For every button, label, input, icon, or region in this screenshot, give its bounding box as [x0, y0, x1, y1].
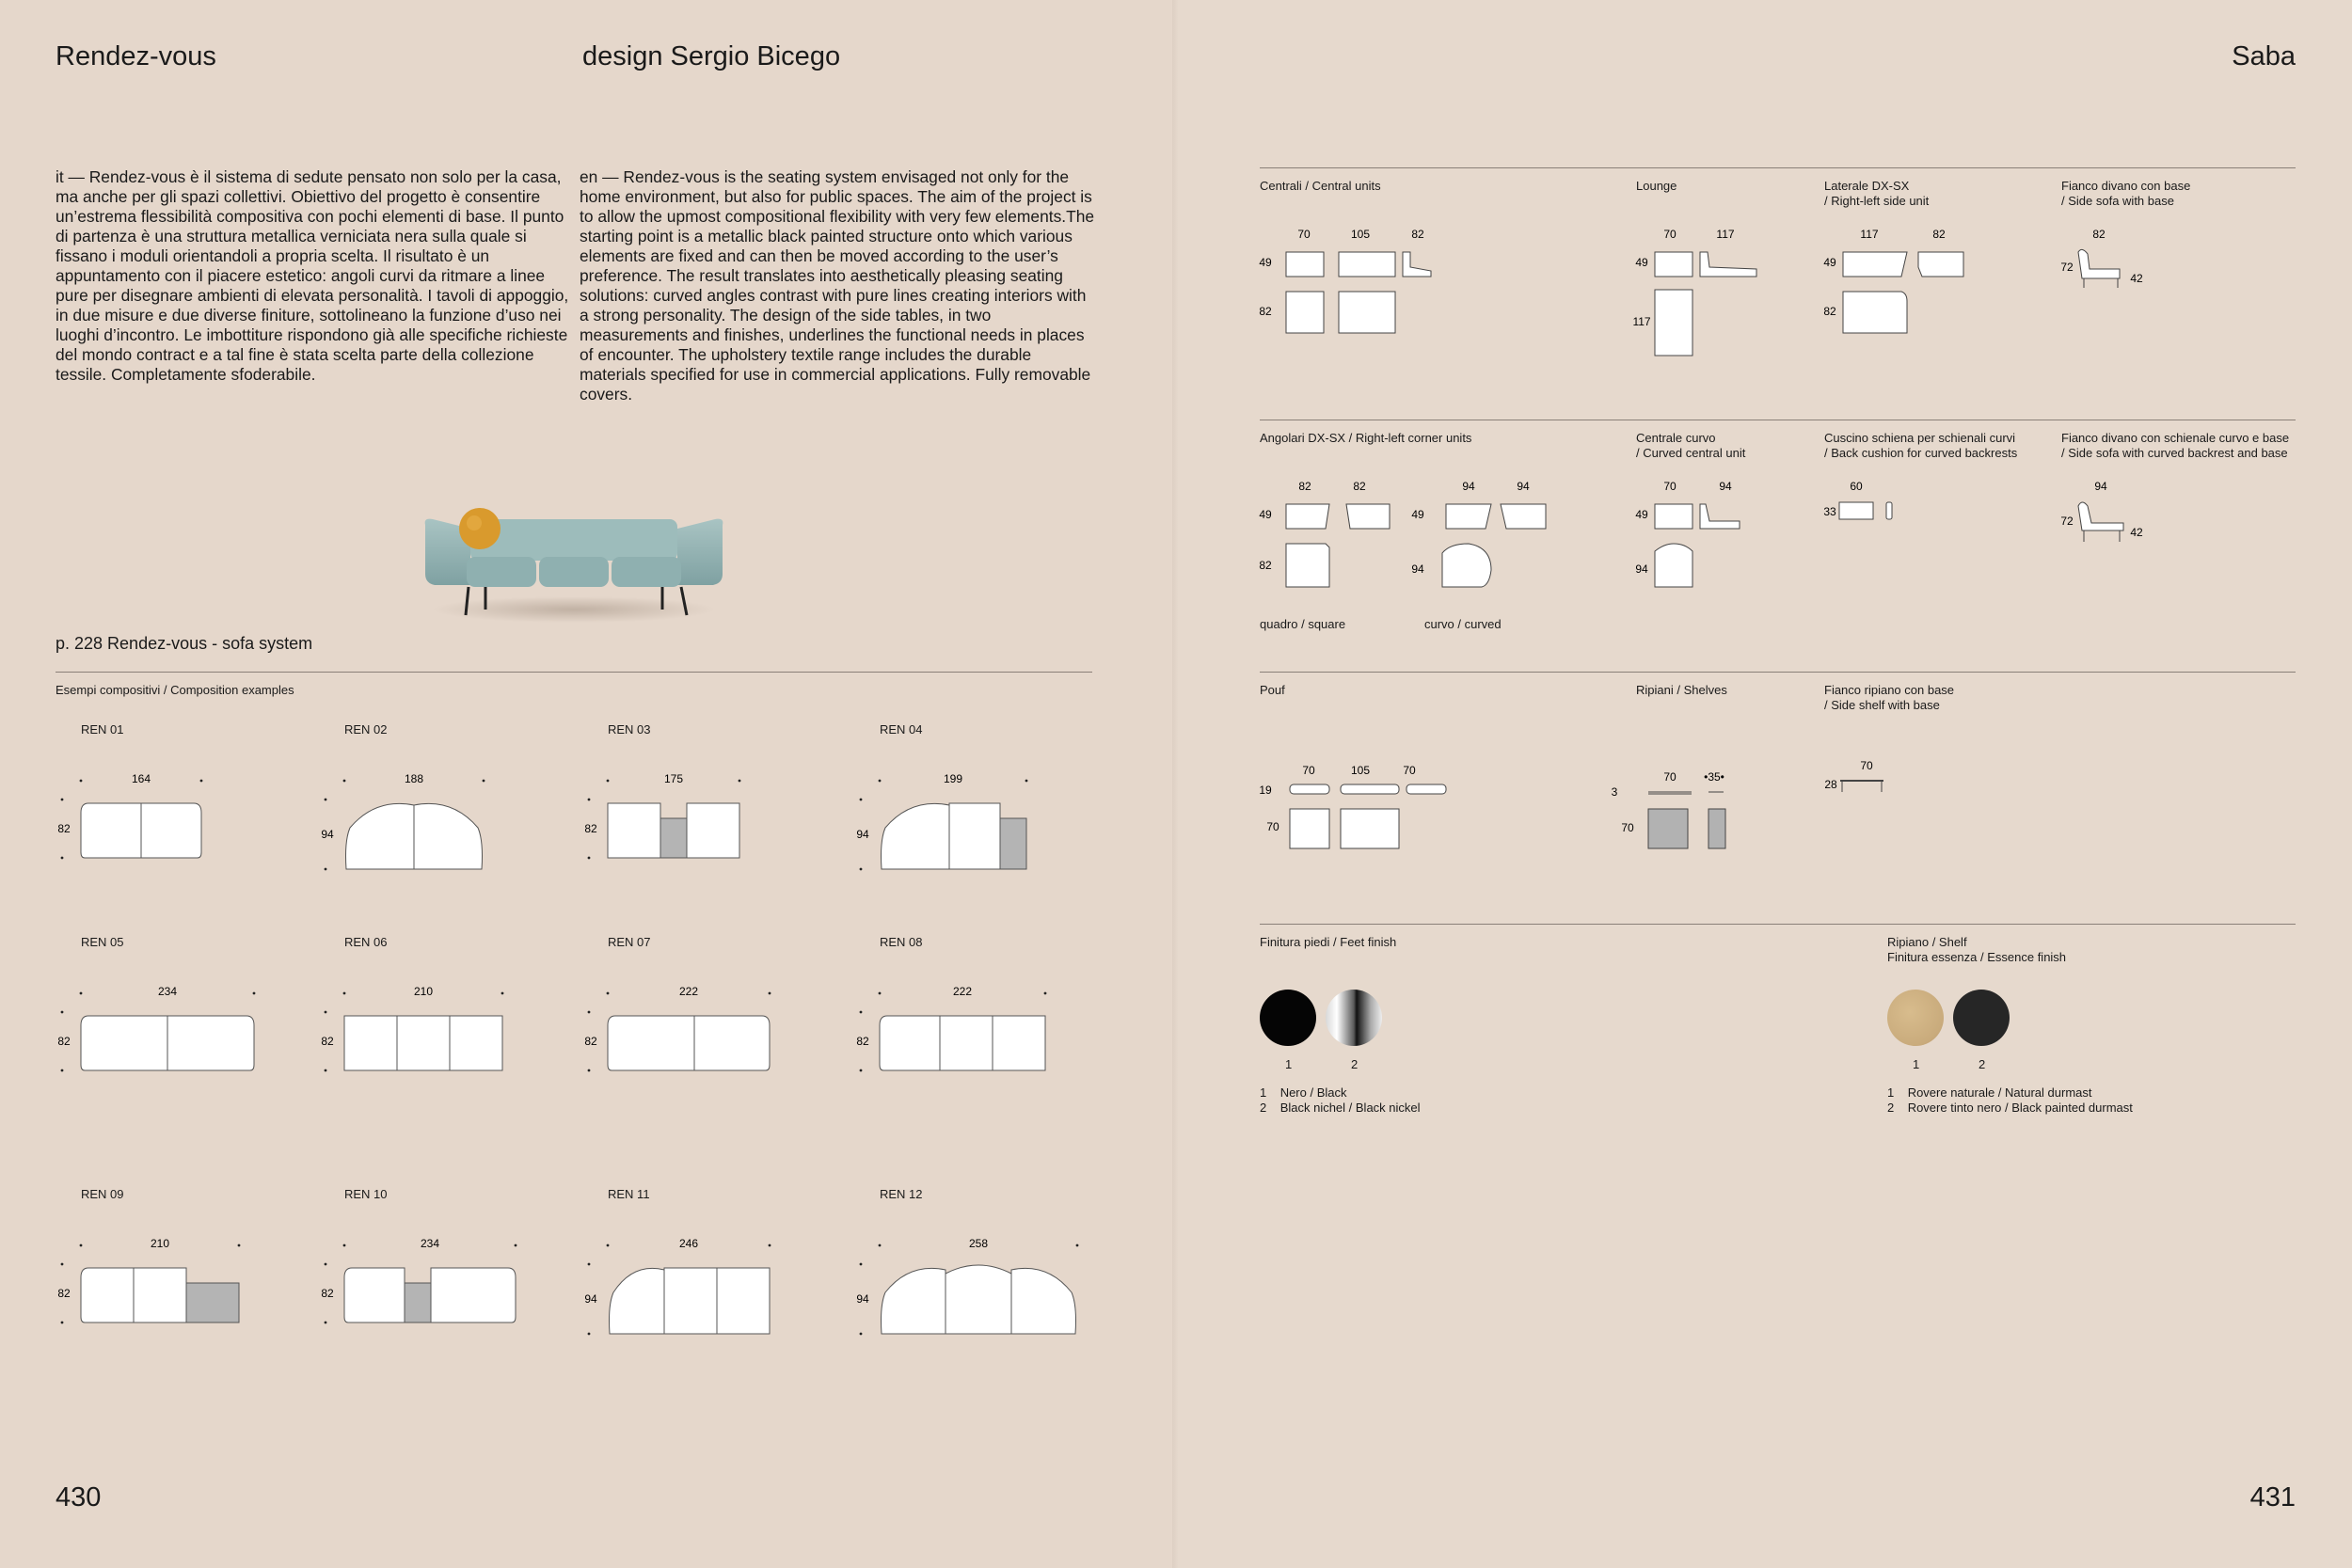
side-shelf-title: Fianco ripiano con base / Side shelf with base	[1824, 683, 1955, 712]
designer-credit: design Sergio Bicego	[582, 41, 841, 71]
divider	[56, 672, 1092, 673]
svg-text:33: 33	[1823, 505, 1836, 518]
svg-text:94: 94	[1635, 562, 1648, 576]
seat-module	[882, 803, 950, 869]
svg-text:105: 105	[1350, 764, 1371, 777]
seat-module	[608, 1016, 694, 1070]
description-italian: it — Rendez-vous è il sistema di sedute pensato non solo per la casa, ma anche per gli spazi collettivi. Obiettivo del progetto è consentire un’estrema flessibilità compositiva con pochi elementi di base. Il punto di partenza è una struttura metallica verniciata nera sulla quale si fissano i moduli orientandoli a propria scelta. Il risultato è un appuntamento con il piacere estetico: angoli curvi da ritmare a linee pure per disegnare ambienti di elevata personalità. I tavoli di appoggio, in due misure e due diverse finiture, sottolineano la funzione d’uso nei luoghi d’incontro. Le imbottiture rispondono già alle specifiche richieste del mondo contract e a tal fine è stata scelta parte della collezione tessile. Completamente sfoderabile.	[56, 167, 569, 384]
example-width: 234	[157, 985, 178, 998]
dimension-dot	[343, 992, 346, 995]
seat-module	[81, 803, 141, 858]
svg-text:60: 60	[1850, 480, 1863, 493]
example-drawing	[581, 982, 800, 1097]
seat-module	[1011, 1268, 1076, 1334]
lounge-title: Lounge	[1636, 179, 1677, 193]
example-width: 199	[943, 772, 963, 785]
example-drawing	[853, 1234, 1107, 1360]
right-page	[1178, 0, 2352, 1568]
pouf-drawing	[1260, 762, 1476, 856]
svg-text:28: 28	[1824, 778, 1837, 791]
example-width: 222	[952, 985, 973, 998]
svg-text:94: 94	[1517, 480, 1530, 493]
example-drawing	[318, 769, 514, 895]
example-width: 222	[678, 985, 699, 998]
example-width: 175	[663, 772, 684, 785]
seat-module	[940, 1016, 993, 1070]
divider	[1260, 672, 2296, 673]
dimension-dot	[739, 780, 741, 783]
example-height: 94	[584, 1292, 597, 1306]
dimension-dot	[860, 1069, 863, 1072]
example-drawing	[853, 982, 1075, 1097]
svg-text:70: 70	[1663, 770, 1677, 784]
back-cushion-title: Cuscino schiena per schienali curvi / Back cushion for curved backrests	[1824, 431, 2018, 460]
svg-text:94: 94	[1462, 480, 1475, 493]
example-height: 82	[57, 1035, 71, 1048]
svg-text:70: 70	[1297, 228, 1311, 241]
svg-text:70: 70	[1663, 228, 1677, 241]
dimension-dot	[501, 992, 504, 995]
example-height: 82	[57, 822, 71, 835]
dimension-dot	[879, 1244, 882, 1247]
curved-central-drawing	[1636, 478, 1777, 600]
seat-module	[344, 1016, 397, 1070]
dimension-dot	[61, 1322, 64, 1324]
side-table-module	[1000, 818, 1026, 869]
example-name: REN 12	[880, 1187, 923, 1201]
swatch-number: 2	[1351, 1057, 1359, 1071]
svg-text:72: 72	[2060, 515, 2074, 528]
example-name: REN 10	[344, 1187, 388, 1201]
seat-module	[346, 803, 415, 869]
dimension-dot	[80, 992, 83, 995]
seat-module	[414, 803, 483, 869]
divider	[1260, 167, 2296, 168]
example-drawing	[581, 769, 770, 884]
example-height: 82	[584, 1035, 597, 1048]
svg-text:117: 117	[1632, 315, 1651, 328]
svg-text:42: 42	[2130, 272, 2143, 285]
shelves-drawing	[1601, 768, 1742, 862]
svg-text:49: 49	[1411, 508, 1424, 521]
dimension-dot	[607, 1244, 610, 1247]
dimension-dot	[61, 799, 64, 801]
dimension-dot	[588, 799, 591, 801]
example-drawing	[55, 769, 231, 884]
side-sofa-curved-drawing	[2061, 478, 2184, 553]
example-height: 82	[321, 1035, 334, 1048]
finish-swatch	[1260, 990, 1316, 1046]
example-height: 82	[584, 822, 597, 835]
swatch-number: 2	[1979, 1057, 1986, 1071]
svg-text:70: 70	[1663, 480, 1677, 493]
dimension-dot	[325, 799, 327, 801]
example-drawing	[853, 769, 1057, 895]
dimension-dot	[200, 780, 203, 783]
side-unit-drawing	[1824, 226, 1975, 348]
dimension-dot	[515, 1244, 517, 1247]
svg-text:49: 49	[1259, 256, 1272, 269]
example-width: 210	[150, 1237, 170, 1250]
page-number-left: 430	[56, 1482, 102, 1513]
pouf-title: Pouf	[1260, 683, 1285, 697]
dimension-dot	[325, 868, 327, 871]
feet-legend: 1 Nero / Black 2 Black nichel / Black nickel	[1260, 1085, 1421, 1115]
side-sofa-drawing	[2061, 226, 2184, 301]
dimension-dot	[860, 868, 863, 871]
svg-text:94: 94	[1411, 562, 1424, 576]
seat-module	[81, 1016, 167, 1070]
corner-square-caption: quadro / square	[1260, 617, 1346, 631]
svg-text:70: 70	[1860, 759, 1873, 772]
svg-text:49: 49	[1823, 256, 1836, 269]
page-number-right: 431	[2249, 1482, 2296, 1513]
example-width: 210	[413, 985, 434, 998]
svg-text:70: 70	[1266, 820, 1279, 833]
example-height: 82	[57, 1287, 71, 1300]
side-shelf-drawing	[1818, 756, 1912, 803]
dimension-dot	[80, 780, 83, 783]
seat-module	[880, 1016, 940, 1070]
svg-text:3: 3	[1611, 785, 1618, 799]
svg-text:82: 82	[1259, 559, 1272, 572]
svg-text:82: 82	[1411, 228, 1424, 241]
seat-module	[344, 1268, 405, 1323]
svg-text:94: 94	[2094, 480, 2107, 493]
svg-text:19: 19	[1259, 784, 1272, 797]
example-name: REN 06	[344, 935, 388, 949]
example-name: REN 01	[81, 722, 124, 736]
example-name: REN 08	[880, 935, 923, 949]
seat-module	[694, 1016, 770, 1070]
example-name: REN 02	[344, 722, 388, 736]
dimension-dot	[483, 780, 485, 783]
finish-swatch	[1326, 990, 1382, 1046]
svg-text:82: 82	[1932, 228, 1946, 241]
seat-module	[431, 1268, 516, 1323]
dimension-dot	[860, 799, 863, 801]
description-english: en — Rendez-vous is the seating system envisaged not only for the home environment, but also for public spaces. The aim of the project is to allow the upmost compositional flexibility with very few elements.The starting point is a metallic black painted structure onto which various elements are fixed and can then be moved according to the user’s preference. The result translates into aesthetically pleasing seating solutions: curved angles contrast with pure lines creating interiors with a strong personality. The design of the side tables, in two measurements and finishes, underlines the functional needs in places of encounter. The upholstery textile range includes the durable materials specified for use in commercial applications. Fully removable covers.	[580, 167, 1095, 404]
example-drawing	[55, 982, 284, 1097]
dimension-dot	[61, 857, 64, 860]
svg-text:70: 70	[1621, 821, 1634, 834]
feet-finish-title: Finitura piedi / Feet finish	[1260, 935, 1397, 949]
svg-text:117: 117	[1716, 228, 1735, 241]
divider	[1260, 924, 2296, 925]
dimension-dot	[588, 1333, 591, 1336]
dimension-dot	[325, 1322, 327, 1324]
seat-module	[397, 1016, 450, 1070]
curved-central-title: Centrale curvo / Curved central unit	[1636, 431, 1746, 460]
dimension-dot	[61, 1011, 64, 1014]
dimension-dot	[769, 1244, 771, 1247]
example-name: REN 05	[81, 935, 124, 949]
dimension-dot	[607, 992, 610, 995]
dimension-dot	[588, 1263, 591, 1266]
seat-module	[946, 1265, 1011, 1334]
svg-text:82: 82	[1823, 305, 1836, 318]
example-height: 94	[321, 828, 334, 841]
example-name: REN 07	[608, 935, 651, 949]
seat-module	[993, 1016, 1045, 1070]
example-height: 82	[321, 1287, 334, 1300]
dimension-dot	[1044, 992, 1047, 995]
dimension-dot	[879, 780, 882, 783]
finish-swatch	[1887, 990, 1944, 1046]
side-unit-title: Laterale DX-SX / Right-left side unit	[1824, 179, 1930, 208]
seat-module	[134, 1268, 186, 1323]
seat-module	[608, 803, 660, 858]
svg-text:49: 49	[1635, 256, 1648, 269]
dimension-dot	[61, 1069, 64, 1072]
seat-module	[664, 1268, 717, 1334]
side-table-module	[186, 1283, 239, 1323]
dimension-dot	[860, 1011, 863, 1014]
seat-module	[687, 803, 739, 858]
svg-text:82: 82	[1298, 480, 1311, 493]
seat-module	[882, 1268, 946, 1334]
swatch-number: 1	[1913, 1057, 1920, 1071]
corner-units-drawing	[1260, 478, 1570, 600]
dimension-dot	[588, 1069, 591, 1072]
central-units-drawing	[1260, 226, 1476, 348]
example-height: 82	[856, 1035, 869, 1048]
shelves-title: Ripiani / Shelves	[1636, 683, 1727, 697]
side-table-module	[660, 818, 687, 858]
example-name: REN 04	[880, 722, 923, 736]
example-width: 188	[404, 772, 424, 785]
svg-text:72: 72	[2060, 261, 2074, 274]
example-height: 94	[856, 828, 869, 841]
image-caption: p. 228 Rendez-vous - sofa system	[56, 634, 313, 653]
svg-text:82: 82	[1259, 305, 1272, 318]
example-name: REN 11	[608, 1187, 650, 1201]
dimension-dot	[1076, 1244, 1079, 1247]
dimension-dot	[588, 1011, 591, 1014]
left-page	[0, 0, 1174, 1568]
example-height: 94	[856, 1292, 869, 1306]
sofa-product-image	[414, 499, 734, 630]
svg-text:94: 94	[1719, 480, 1732, 493]
swatch-number: 1	[1285, 1057, 1293, 1071]
svg-text:70: 70	[1403, 764, 1416, 777]
dimension-dot	[325, 1011, 327, 1014]
svg-text:82: 82	[2092, 228, 2106, 241]
model-name: Saba	[2232, 41, 2296, 71]
svg-text:•35•: •35•	[1704, 770, 1724, 784]
dimension-dot	[343, 780, 346, 783]
example-width: 164	[131, 772, 151, 785]
dimension-dot	[80, 1244, 83, 1247]
example-width: 258	[968, 1237, 989, 1250]
example-width: 234	[420, 1237, 440, 1250]
shelf-legend: 1 Rovere naturale / Natural durmast 2 Rovere tinto nero / Black painted durmast	[1887, 1085, 2133, 1115]
example-drawing	[318, 1234, 546, 1349]
seat-module	[450, 1016, 502, 1070]
dimension-dot	[343, 1244, 346, 1247]
seat-module	[141, 803, 201, 858]
svg-text:82: 82	[1353, 480, 1366, 493]
seat-module	[610, 1268, 665, 1334]
examples-title: Esempi compositivi / Composition examples	[56, 683, 294, 697]
dimension-dot	[61, 1263, 64, 1266]
shelf-finish-title: Ripiano / Shelf Finitura essenza / Essence finish	[1887, 935, 2067, 964]
svg-text:42: 42	[2130, 526, 2143, 539]
svg-text:117: 117	[1860, 228, 1879, 241]
collection-title: Rendez-vous	[56, 41, 216, 71]
svg-text:70: 70	[1302, 764, 1315, 777]
seat-module	[167, 1016, 254, 1070]
side-table-module	[405, 1283, 431, 1323]
dimension-dot	[253, 992, 256, 995]
dimension-dot	[325, 1069, 327, 1072]
corner-units-title: Angolari DX-SX / Right-left corner units	[1260, 431, 1472, 445]
svg-text:49: 49	[1259, 508, 1272, 521]
seat-module	[81, 1268, 134, 1323]
example-name: REN 03	[608, 722, 651, 736]
side-sofa-title: Fianco divano con base / Side sofa with base	[2061, 179, 2191, 208]
example-drawing	[318, 982, 532, 1097]
svg-text:49: 49	[1635, 508, 1648, 521]
dimension-dot	[769, 992, 771, 995]
central-units-title: Centrali / Central units	[1260, 179, 1381, 193]
dimension-dot	[860, 1263, 863, 1266]
example-drawing	[55, 1234, 269, 1349]
dimension-dot	[588, 857, 591, 860]
example-drawing	[581, 1234, 800, 1360]
dimension-dot	[325, 1263, 327, 1266]
dimension-dot	[1025, 780, 1028, 783]
svg-text:105: 105	[1350, 228, 1371, 241]
dimension-dot	[607, 780, 610, 783]
back-cushion-drawing	[1824, 478, 1928, 534]
dimension-dot	[860, 1333, 863, 1336]
finish-swatch	[1953, 990, 2010, 1046]
lounge-drawing	[1632, 226, 1777, 367]
corner-curved-caption: curvo / curved	[1424, 617, 1502, 631]
side-sofa-curved-title: Fianco divano con schienale curvo e base / Side sofa with curved backrest and base	[2061, 431, 2290, 460]
seat-module	[949, 803, 1000, 869]
example-width: 246	[678, 1237, 699, 1250]
seat-module	[717, 1268, 770, 1334]
example-name: REN 09	[81, 1187, 124, 1201]
dimension-dot	[238, 1244, 241, 1247]
dimension-dot	[879, 992, 882, 995]
